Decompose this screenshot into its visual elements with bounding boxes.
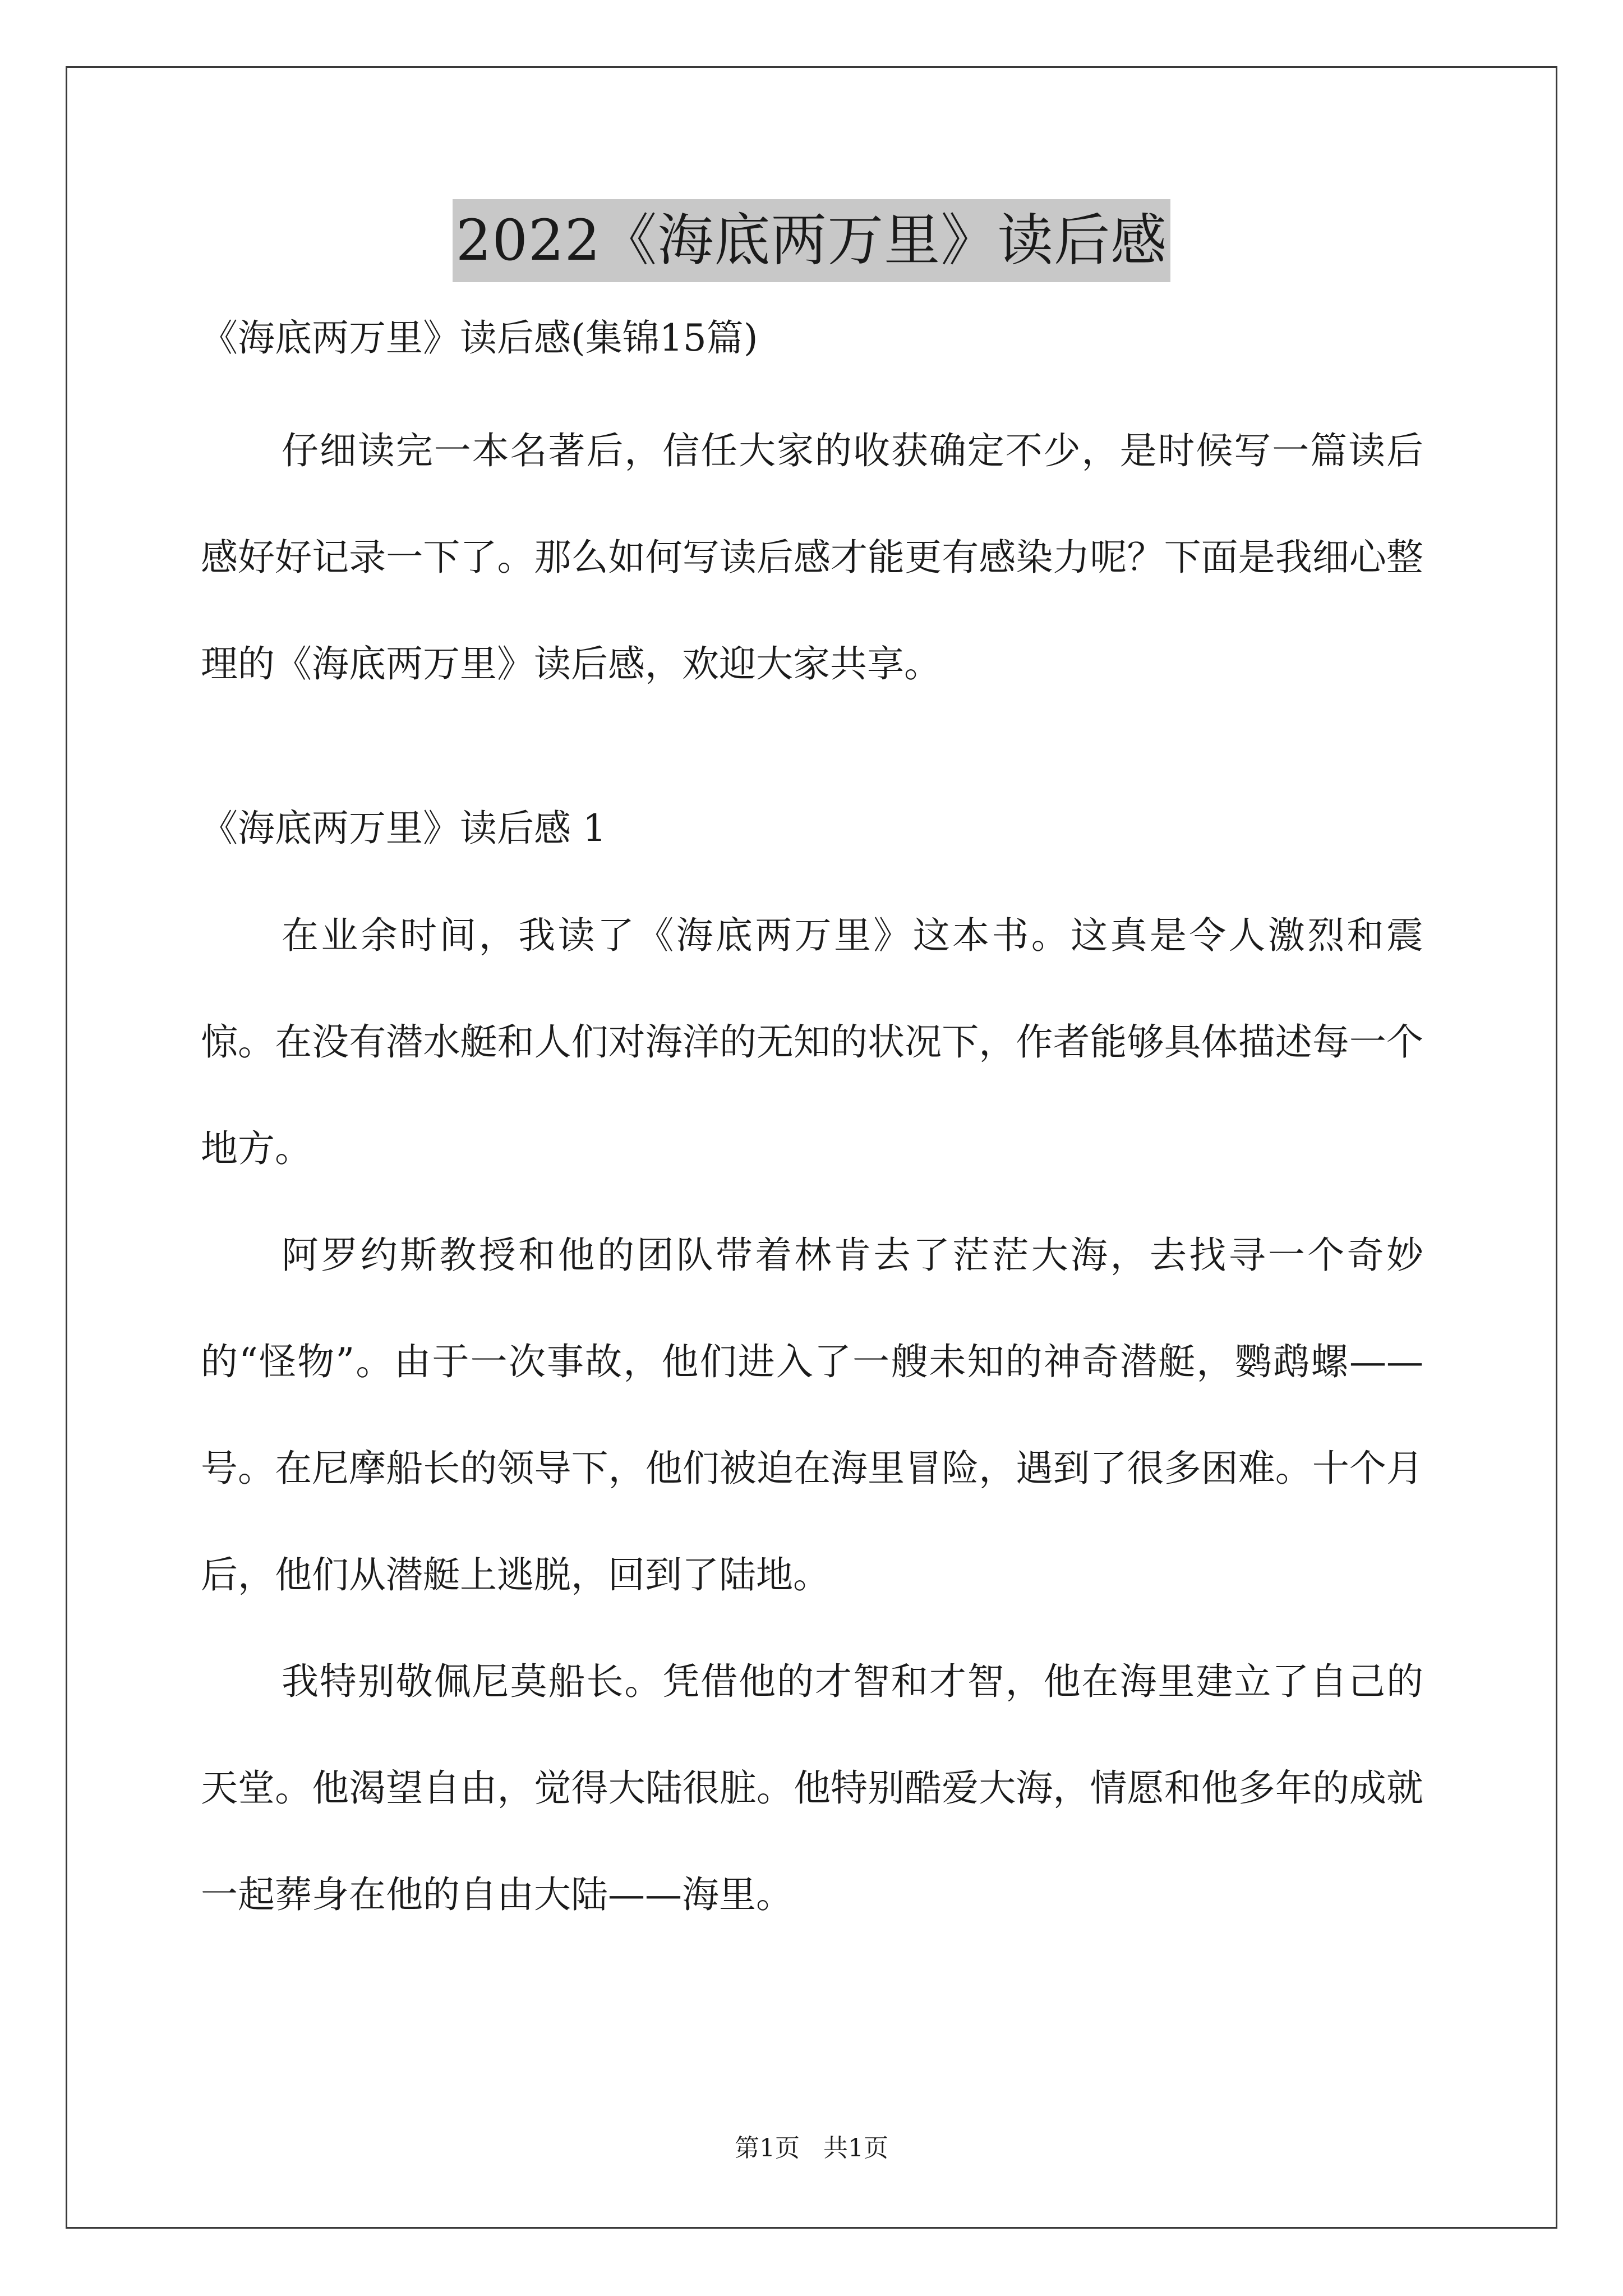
body-paragraph: 阿罗约斯教授和他的团队带着林肯去了茫茫大海，去找寻一个奇妙的“怪物”。由于一次事故，他们进入了一艘未知的神奇潜艇，鹦鹉螺——号。在尼摩船长的领导下，他们被迫在海里冒险，遇到了很多困难。十个月后，他们从潜艇上逃脱，回到了陆地。	[201, 1234, 1423, 1596]
document-title: 2022《海底两万里》读后感	[453, 199, 1171, 282]
section-heading: 《海底两万里》读后感 1	[201, 807, 606, 850]
page-footer	[0, 2132, 1623, 2165]
subtitle-row	[201, 311, 1423, 365]
title-container	[0, 199, 1623, 282]
body-paragraph: 我特别敬佩尼莫船长。凭借他的才智和才智，他在海里建立了自己的天堂。他渴望自由，觉得大陆很脏。他特别酷爱大海，情愿和他多年的成就一起葬身在他的自由大陆——海里。	[201, 1660, 1423, 1916]
document-subtitle: 《海底两万里》读后感(集锦15篇)	[201, 316, 758, 360]
page-total: 共1页	[823, 2134, 888, 2162]
intro-paragraph: 仔细读完一本名著后，信任大家的收获确定不少，是时候写一篇读后感好好记录一下了。那么如何写读后感才能更有感染力呢？下面是我细心整理的《海底两万里》读后感，欢迎大家共享。	[201, 429, 1423, 685]
body-paragraph: 在业余时间，我读了《海底两万里》这本书。这真是令人激烈和震惊。在没有潜水艇和人们对海洋的无知的状况下，作者能够具体描述每一个地方。	[201, 914, 1423, 1170]
page-number: 第1页	[735, 2134, 800, 2162]
document-body	[201, 311, 1423, 1948]
